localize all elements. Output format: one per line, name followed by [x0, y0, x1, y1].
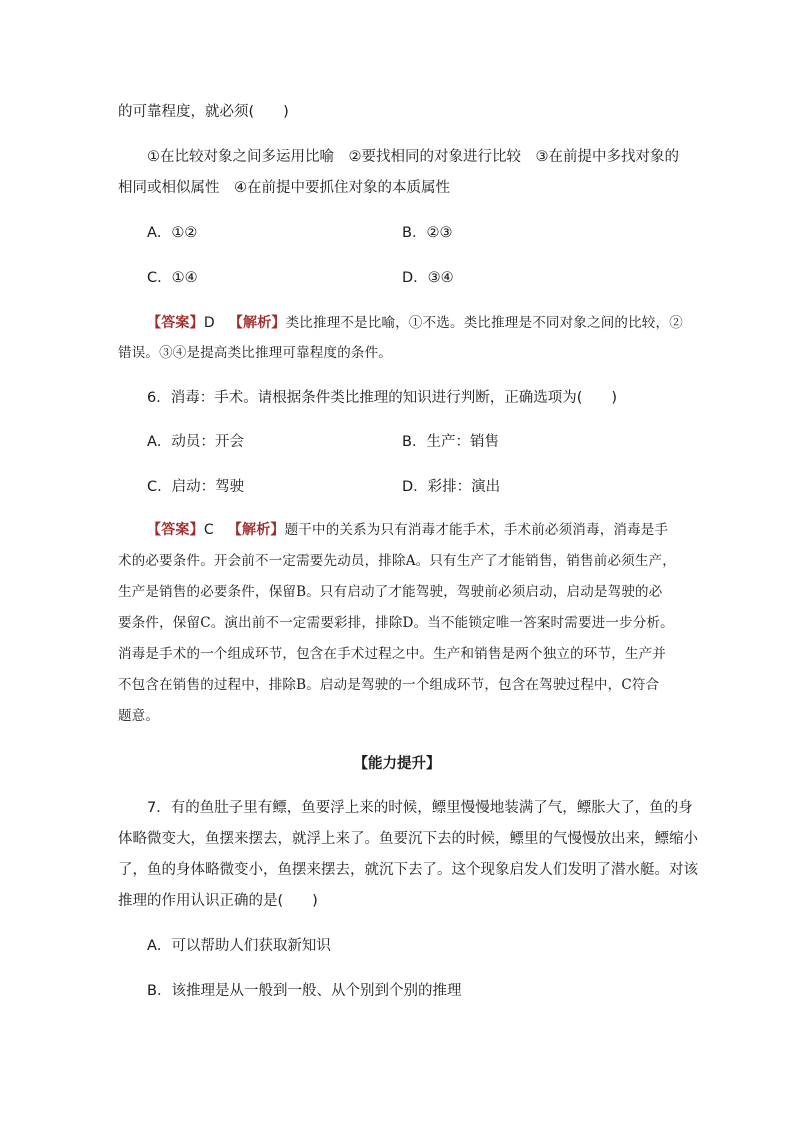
- q5-stem-tail: 的可靠程度，就必须( ): [118, 104, 289, 120]
- q5-option-a: A．①②: [147, 225, 198, 241]
- q5-analysis-line-2: 错误。③④是提高类比推理可靠程度的条件。: [118, 345, 392, 361]
- q6-option-b: B．生产：销售: [402, 434, 499, 450]
- answer-label: 【答案】: [147, 522, 204, 538]
- q6-analysis-line-4: 要条件，保留C。演出前不一定需要彩排，排除D。当不能锁定唯一答案时需要进一步分析。: [118, 615, 674, 631]
- q7-option-b: B．该推理是从一般到一般、从个别到个别的推理: [147, 983, 462, 999]
- answer-label: 【答案】: [147, 315, 204, 331]
- q6-stem: 6．消毒：手术。请根据条件类比推理的知识进行判断，正确选项为( ): [147, 390, 618, 406]
- q6-option-a: A．动员：开会: [147, 434, 244, 450]
- q6-answer-line-1: [147, 520, 668, 540]
- analysis-label: 【解析】: [228, 315, 286, 331]
- q6-analysis-line-5: 消毒是手术的一个组成环节，包含在手术过程之中。生产和销售是两个独立的环节，生产并: [118, 646, 666, 662]
- q6-option-c: C．启动：驾驶: [147, 479, 245, 495]
- q6-analysis-line-6: 不包含在销售的过程中，排除B。启动是驾驶的一个组成环节，包含在驾驶过程中，C符合: [118, 677, 660, 693]
- section-heading: 【能力提升】: [353, 756, 441, 772]
- q5-answer-line-1: [147, 313, 683, 333]
- answer-value: D: [203, 315, 215, 331]
- q7-stem-line-3: 了，鱼的身体略微变小，鱼摆来摆去，就沉下去了。这个现象启发人们发明了潜水艇。对该: [118, 862, 698, 878]
- q5-option-d: D．③④: [402, 270, 454, 286]
- q5-option-b: B．②③: [402, 225, 453, 241]
- q6-analysis-line-3: 生产是销售的必要条件，保留B。只有启动了才能驾驶，驾驶前必须启动，启动是驾驶的必: [118, 584, 663, 600]
- answer-value: C: [203, 522, 214, 538]
- q5-statements-line-1: ①在比较对象之间多运用比喻 ②要找相同的对象进行比较 ③在前提中多找对象的: [147, 149, 679, 165]
- q6-option-d: D．彩排：演出: [402, 479, 501, 495]
- q7-stem-line-4: 推理的作用认识正确的是( ): [118, 893, 318, 909]
- q7-stem-line-2: 体略微变大，鱼摆来摆去，就浮上来了。鱼要沉下去的时候，鳔里的气慢慢放出来，鳔缩小: [118, 831, 698, 847]
- q5-option-c: C．①④: [147, 270, 198, 286]
- q5-statements-line-2: 相同或相似属性 ④在前提中要抓住对象的本质属性: [118, 180, 450, 196]
- q6-analysis-line-7: 题意。: [118, 708, 160, 724]
- q7-stem-line-1: 7．有的鱼肚子里有鳔，鱼要浮上来的时候，鳔里慢慢地装满了气，鳔胀大了，鱼的身: [147, 800, 693, 816]
- q7-option-a: A．可以帮助人们获取新知识: [147, 938, 331, 954]
- analysis-text: 题干中的关系为只有消毒才能手术，手术前必须消毒，消毒是手: [284, 522, 669, 538]
- analysis-label: 【解析】: [227, 522, 285, 538]
- analysis-text: 类比推理不是比喻，①不选。类比推理是不同对象之间的比较，②: [285, 315, 683, 331]
- q6-analysis-line-2: 术的必要条件。开会前不一定需要先动员，排除A。只有生产了才能销售，销售前必须生产，: [118, 553, 676, 569]
